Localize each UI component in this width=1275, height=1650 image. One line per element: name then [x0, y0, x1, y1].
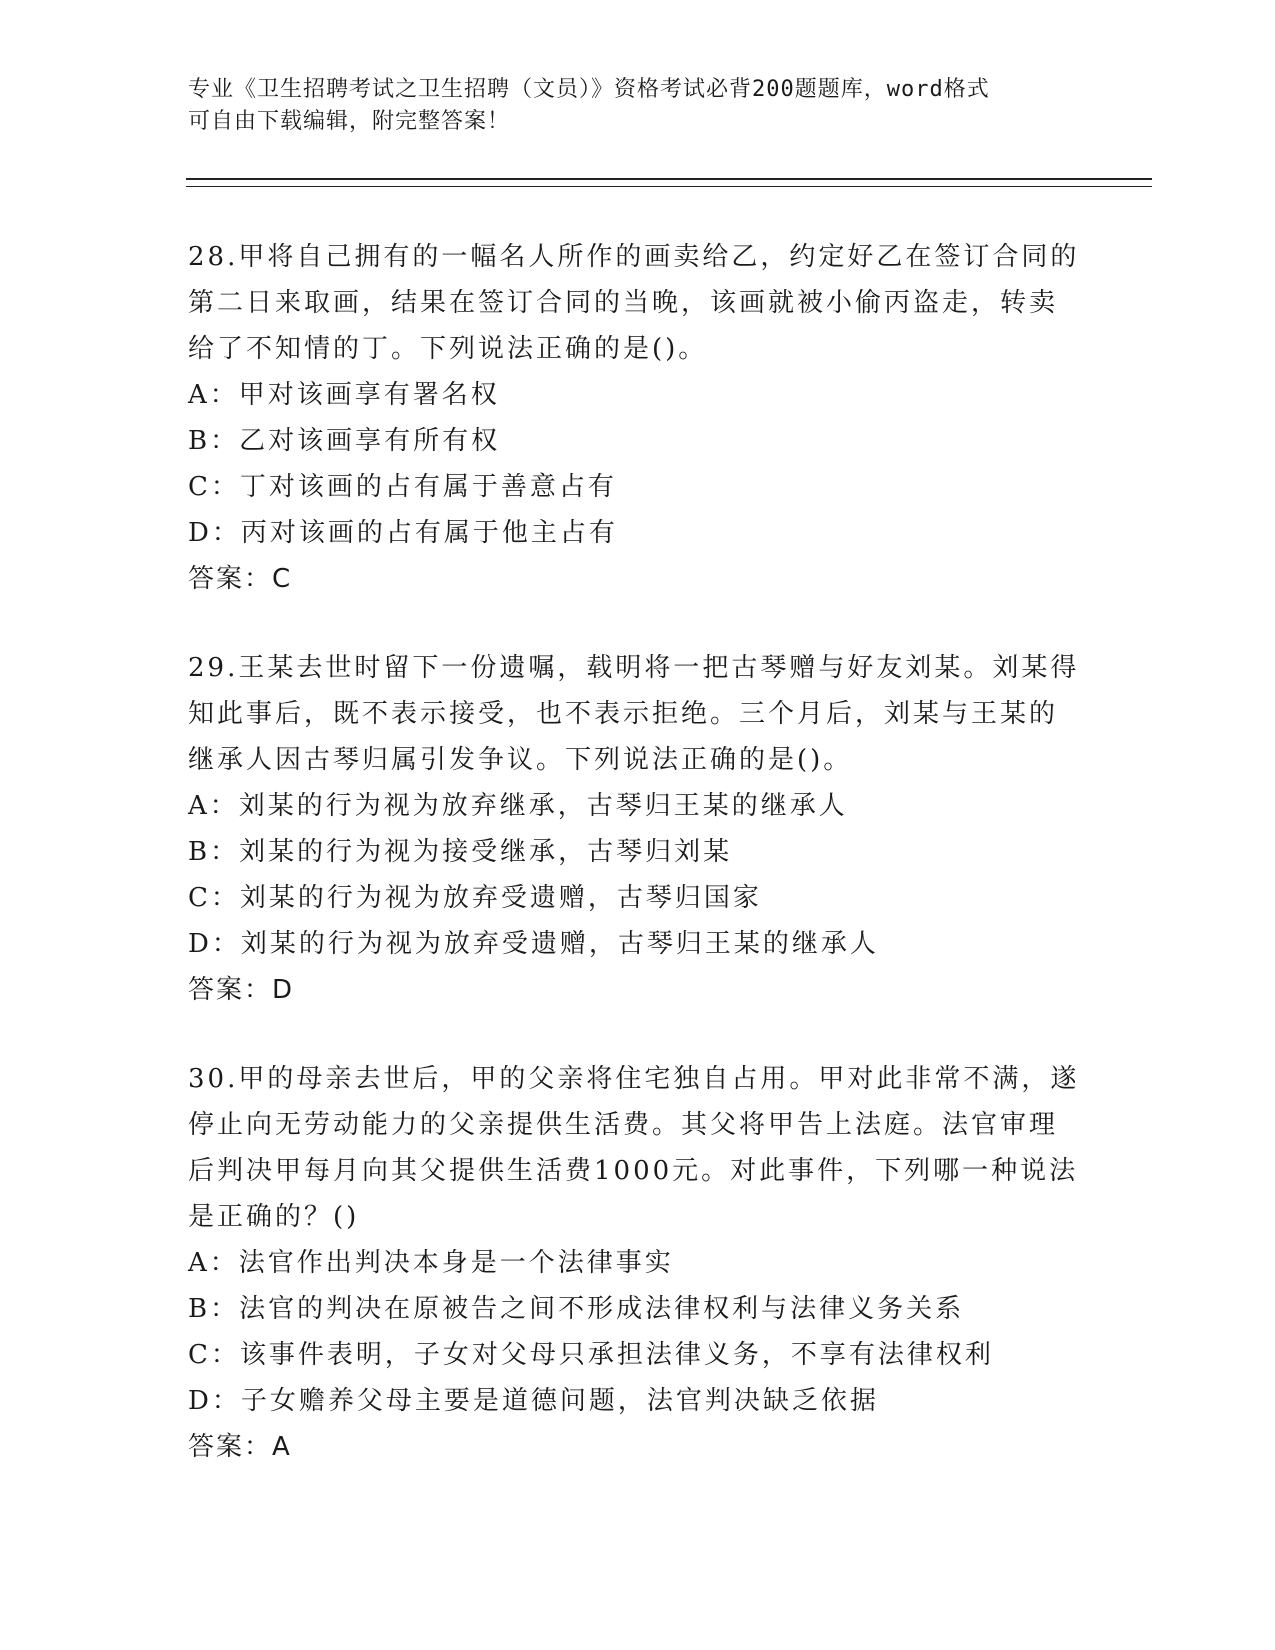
- option-a: A：刘某的行为视为放弃继承，古琴归王某的继承人: [188, 791, 848, 821]
- option-d: D：刘某的行为视为放弃受遗赠，古琴归王某的继承人: [188, 929, 879, 959]
- option-a: A：法官作出判决本身是一个法律事实: [188, 1248, 674, 1278]
- answer: 答案：D: [188, 975, 295, 1005]
- option-c: C：丁对该画的占有属于善意占有: [188, 472, 617, 502]
- question-stem-line: 停止向无劳动能力的父亲提供生活费。其父将甲告上法庭。法官审理: [188, 1110, 1059, 1140]
- question-30: [188, 1056, 1088, 1470]
- question-29: [188, 645, 1088, 1013]
- question-28: [188, 234, 1088, 602]
- question-stem-line: 继承人因古琴归属引发争议。下列说法正确的是()。: [188, 745, 853, 775]
- document-header: [188, 74, 1088, 138]
- option-d: D：丙对该画的占有属于他主占有: [188, 518, 618, 548]
- header-line-2: 可自由下载编辑，附完整答案！: [188, 109, 511, 134]
- option-c: C：刘某的行为视为放弃受遗赠，古琴归国家: [188, 883, 762, 913]
- question-stem-line: 知此事后，既不表示接受，也不表示拒绝。三个月后，刘某与王某的: [188, 699, 1059, 729]
- option-a: A：甲对该画享有署名权: [188, 380, 500, 410]
- question-stem-line: 30.甲的母亲去世后，甲的父亲将住宅独自占用。甲对此非常不满，遂: [188, 1064, 1080, 1094]
- question-stem-line: 是正确的？(): [188, 1202, 360, 1232]
- answer: 答案：A: [188, 1432, 292, 1462]
- question-stem-line: 给了不知情的丁。下列说法正确的是()。: [188, 334, 708, 364]
- answer: 答案：C: [188, 564, 293, 594]
- option-d: D：子女赡养父母主要是道德问题，法官判决缺乏依据: [188, 1386, 879, 1416]
- question-stem-line: 后判决甲每月向其父提供生活费1000元。对此事件，下列哪一种说法: [188, 1156, 1079, 1186]
- question-stem-line: 29.王某去世时留下一份遗嘱，载明将一把古琴赠与好友刘某。刘某得: [188, 653, 1080, 683]
- question-stem-line: 第二日来取画，结果在签订合同的当晚，该画就被小偷丙盗走，转卖: [188, 288, 1059, 318]
- option-b: B：刘某的行为视为接受继承，古琴归刘某: [188, 837, 733, 867]
- question-stem-line: 28.甲将自己拥有的一幅名人所作的画卖给乙，约定好乙在签订合同的: [188, 242, 1080, 272]
- header-line-1: 专业《卫生招聘考试之卫生招聘（文员）》资格考试必背200题题库，word格式: [188, 77, 990, 102]
- option-c: C：该事件表明，子女对父母只承担法律义务，不享有法律权利: [188, 1340, 994, 1370]
- option-b: B：乙对该画享有所有权: [188, 426, 501, 456]
- option-b: B：法官的判决在原被告之间不形成法律权利与法律义务关系: [188, 1294, 965, 1324]
- header-divider: [186, 178, 1152, 187]
